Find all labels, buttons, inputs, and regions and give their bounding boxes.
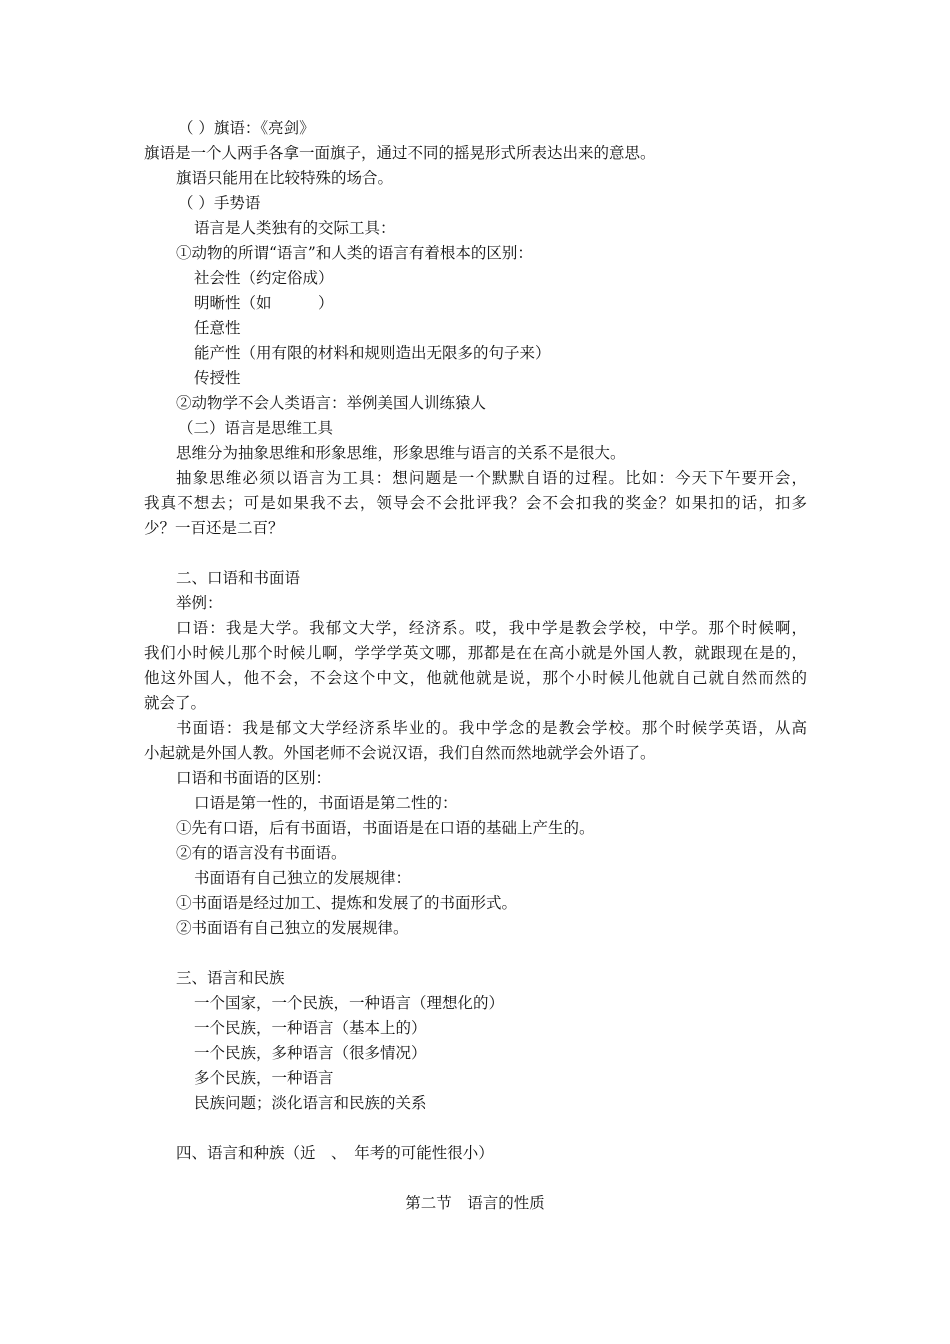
list-item: ②有的语言没有书面语。: [176, 844, 347, 862]
paragraph-line: 我们小时候儿那个时候儿啊，学学学英文哪，那都是在在高小就是外国人教，就跟现在是的，: [144, 644, 807, 662]
flag-language-heading: （ ）旗语：《亮剑》: [178, 119, 315, 137]
list-item: 民族问题；淡化语言和民族的关系: [194, 1094, 427, 1112]
section-heading: （二）语言是思维工具: [178, 419, 334, 437]
list-item: 一个民族，一种语言（基本上的）: [194, 1019, 427, 1037]
chapter-section-title: 第二节 语言的性质: [405, 1194, 545, 1212]
list-item: ①书面语是经过加工、提炼和发展了的书面形式。: [176, 894, 518, 912]
paragraph-line: 旗语是一个人两手各拿一面旗子，通过不同的摇晃形式所表达出来的意思。: [144, 144, 656, 162]
paragraph-line: 书面语有自己独立的发展规律：: [194, 869, 412, 887]
section-heading: 二、口语和书面语: [176, 569, 301, 587]
list-item: 传授性: [194, 369, 241, 387]
list-item: ①动物的所谓“语言”和人类的语言有着根本的区别：: [176, 244, 533, 262]
list-item: ②书面语有自己独立的发展规律。: [176, 919, 409, 937]
section-heading: 三、语言和民族: [176, 969, 285, 987]
paragraph-line: 口语和书面语的区别：: [176, 769, 332, 787]
list-item: 多个民族，一种语言: [194, 1069, 334, 1087]
paragraph-line: 就会了。: [144, 694, 207, 712]
list-item: ②动物学不会人类语言：举例美国人训练猿人: [176, 394, 487, 412]
list-item: 明晰性（如 ）: [194, 294, 334, 312]
paragraph-line: 少？一百还是二百？: [144, 519, 284, 537]
paragraph-line: 语言是人类独有的交际工具：: [194, 219, 396, 237]
list-item: 任意性: [194, 319, 241, 337]
list-item: 一个国家，一个民族，一种语言（理想化的）: [194, 994, 505, 1012]
paragraph-line: 口语：我是大学。我郁文大学，经济系。哎，我中学是教会学校，中学。那个时候啊，: [176, 619, 807, 637]
paragraph-line: 小起就是外国人教。外国老师不会说汉语，我们自然而然地就学会外语了。: [144, 744, 656, 762]
paragraph-line: 抽象思维必须以语言为工具：想问题是一个默默自语的过程。比如：今天下午要开会，: [176, 469, 807, 487]
list-item: 一个民族，多种语言（很多情况）: [194, 1044, 427, 1062]
paragraph-line: 书面语：我是郁文大学经济系毕业的。我中学念的是教会学校。那个时候学英语，从高: [176, 719, 807, 737]
list-item: 社会性（约定俗成）: [194, 269, 334, 287]
section-heading: 四、语言和种族（近 、 年考的可能性很小）: [176, 1144, 494, 1162]
list-item: ①先有口语，后有书面语，书面语是在口语的基础上产生的。: [176, 819, 595, 837]
paragraph-line: 他这外国人，他不会，不会这个中文，他就他就是说，那个小时候儿他就自己就自然而然的: [144, 669, 807, 687]
paragraph-line: 口语是第一性的，书面语是第二性的：: [194, 794, 458, 812]
paragraph-line: 思维分为抽象思维和形象思维，形象思维与语言的关系不是很大。: [176, 444, 626, 462]
paragraph-line: 旗语只能用在比较特殊的场合。: [176, 169, 394, 187]
list-item: 能产性（用有限的材料和规则造出无限多的句子来）: [194, 344, 551, 362]
gesture-language-heading: （ ）手势语: [178, 194, 261, 212]
paragraph-line: 我真不想去；可是如果我不去，领导会不会批评我？会不会扣我的奖金？如果扣的话，扣多: [144, 494, 807, 512]
paragraph-line: 举例：: [176, 594, 223, 612]
